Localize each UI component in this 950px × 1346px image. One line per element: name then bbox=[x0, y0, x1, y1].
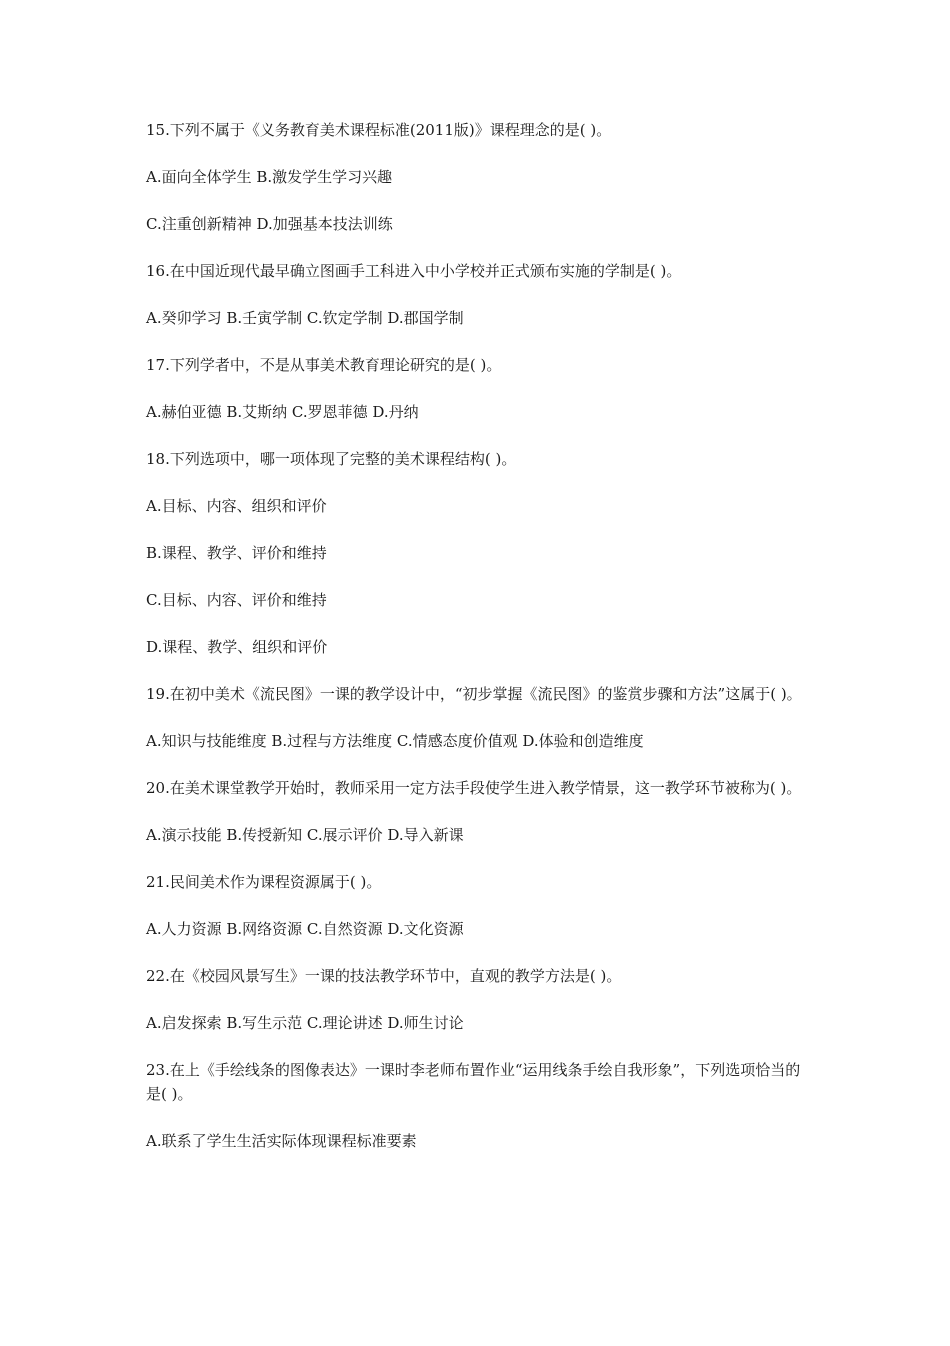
options-21: A.人力资源 B.网络资源 C.自然资源 D.文化资源 bbox=[146, 920, 464, 938]
options-17: A.赫伯亚德 B.艾斯纳 C.罗恩菲德 D.丹纳 bbox=[146, 403, 419, 421]
options-19: A.知识与技能维度 B.过程与方法维度 C.情感态度价值观 D.体验和创造维度 bbox=[146, 732, 644, 750]
options-22: A.启发探索 B.写生示范 C.理论讲述 D.师生讨论 bbox=[146, 1014, 464, 1032]
option-18-a: A.目标、内容、组织和评价 bbox=[146, 497, 327, 515]
question-16: 16.在中国近现代最早确立图画手工科进入中小学校并正式颁布实施的学制是( )。 bbox=[146, 262, 682, 280]
options-16: A.癸卯学习 B.壬寅学制 C.钦定学制 D.郡国学制 bbox=[146, 309, 464, 327]
question-23: 23.在上《手绘线条的图像表达》一课时李老师布置作业“运用线条手绘自我形象”，下列选项恰当的是( )。 bbox=[146, 1061, 801, 1103]
options-15-ab: A.面向全体学生 B.激发学生学习兴趣 bbox=[146, 168, 393, 186]
question-20: 20.在美术课堂教学开始时，教师采用一定方法手段使学生进入教学情景，这一教学环节被称为( )。 bbox=[146, 779, 802, 797]
option-18-b: B.课程、教学、评价和维持 bbox=[146, 544, 327, 562]
question-18: 18.下列选项中，哪一项体现了完整的美术课程结构( )。 bbox=[146, 450, 517, 468]
question-15: 15.下列不属于《义务教育美术课程标准(2011版)》课程理念的是( )。 bbox=[146, 121, 612, 139]
option-18-d: D.课程、教学、组织和评价 bbox=[146, 638, 328, 656]
question-21: 21.民间美术作为课程资源属于( )。 bbox=[146, 873, 382, 891]
options-15-cd: C.注重创新精神 D.加强基本技法训练 bbox=[146, 215, 393, 233]
question-19: 19.在初中美术《流民图》一课的教学设计中，“初步掌握《流民图》的鉴赏步骤和方法”这属于( )。 bbox=[146, 685, 802, 703]
options-20: A.演示技能 B.传授新知 C.展示评价 D.导入新课 bbox=[146, 826, 464, 844]
option-23-a: A.联系了学生生活实际体现课程标准要素 bbox=[146, 1132, 417, 1150]
option-18-c: C.目标、内容、评价和维持 bbox=[146, 591, 327, 609]
question-17: 17.下列学者中，不是从事美术教育理论研究的是( )。 bbox=[146, 356, 502, 374]
document-page bbox=[146, 118, 810, 1176]
question-22: 22.在《校园风景写生》一课的技法教学环节中，直观的教学方法是( )。 bbox=[146, 967, 622, 985]
